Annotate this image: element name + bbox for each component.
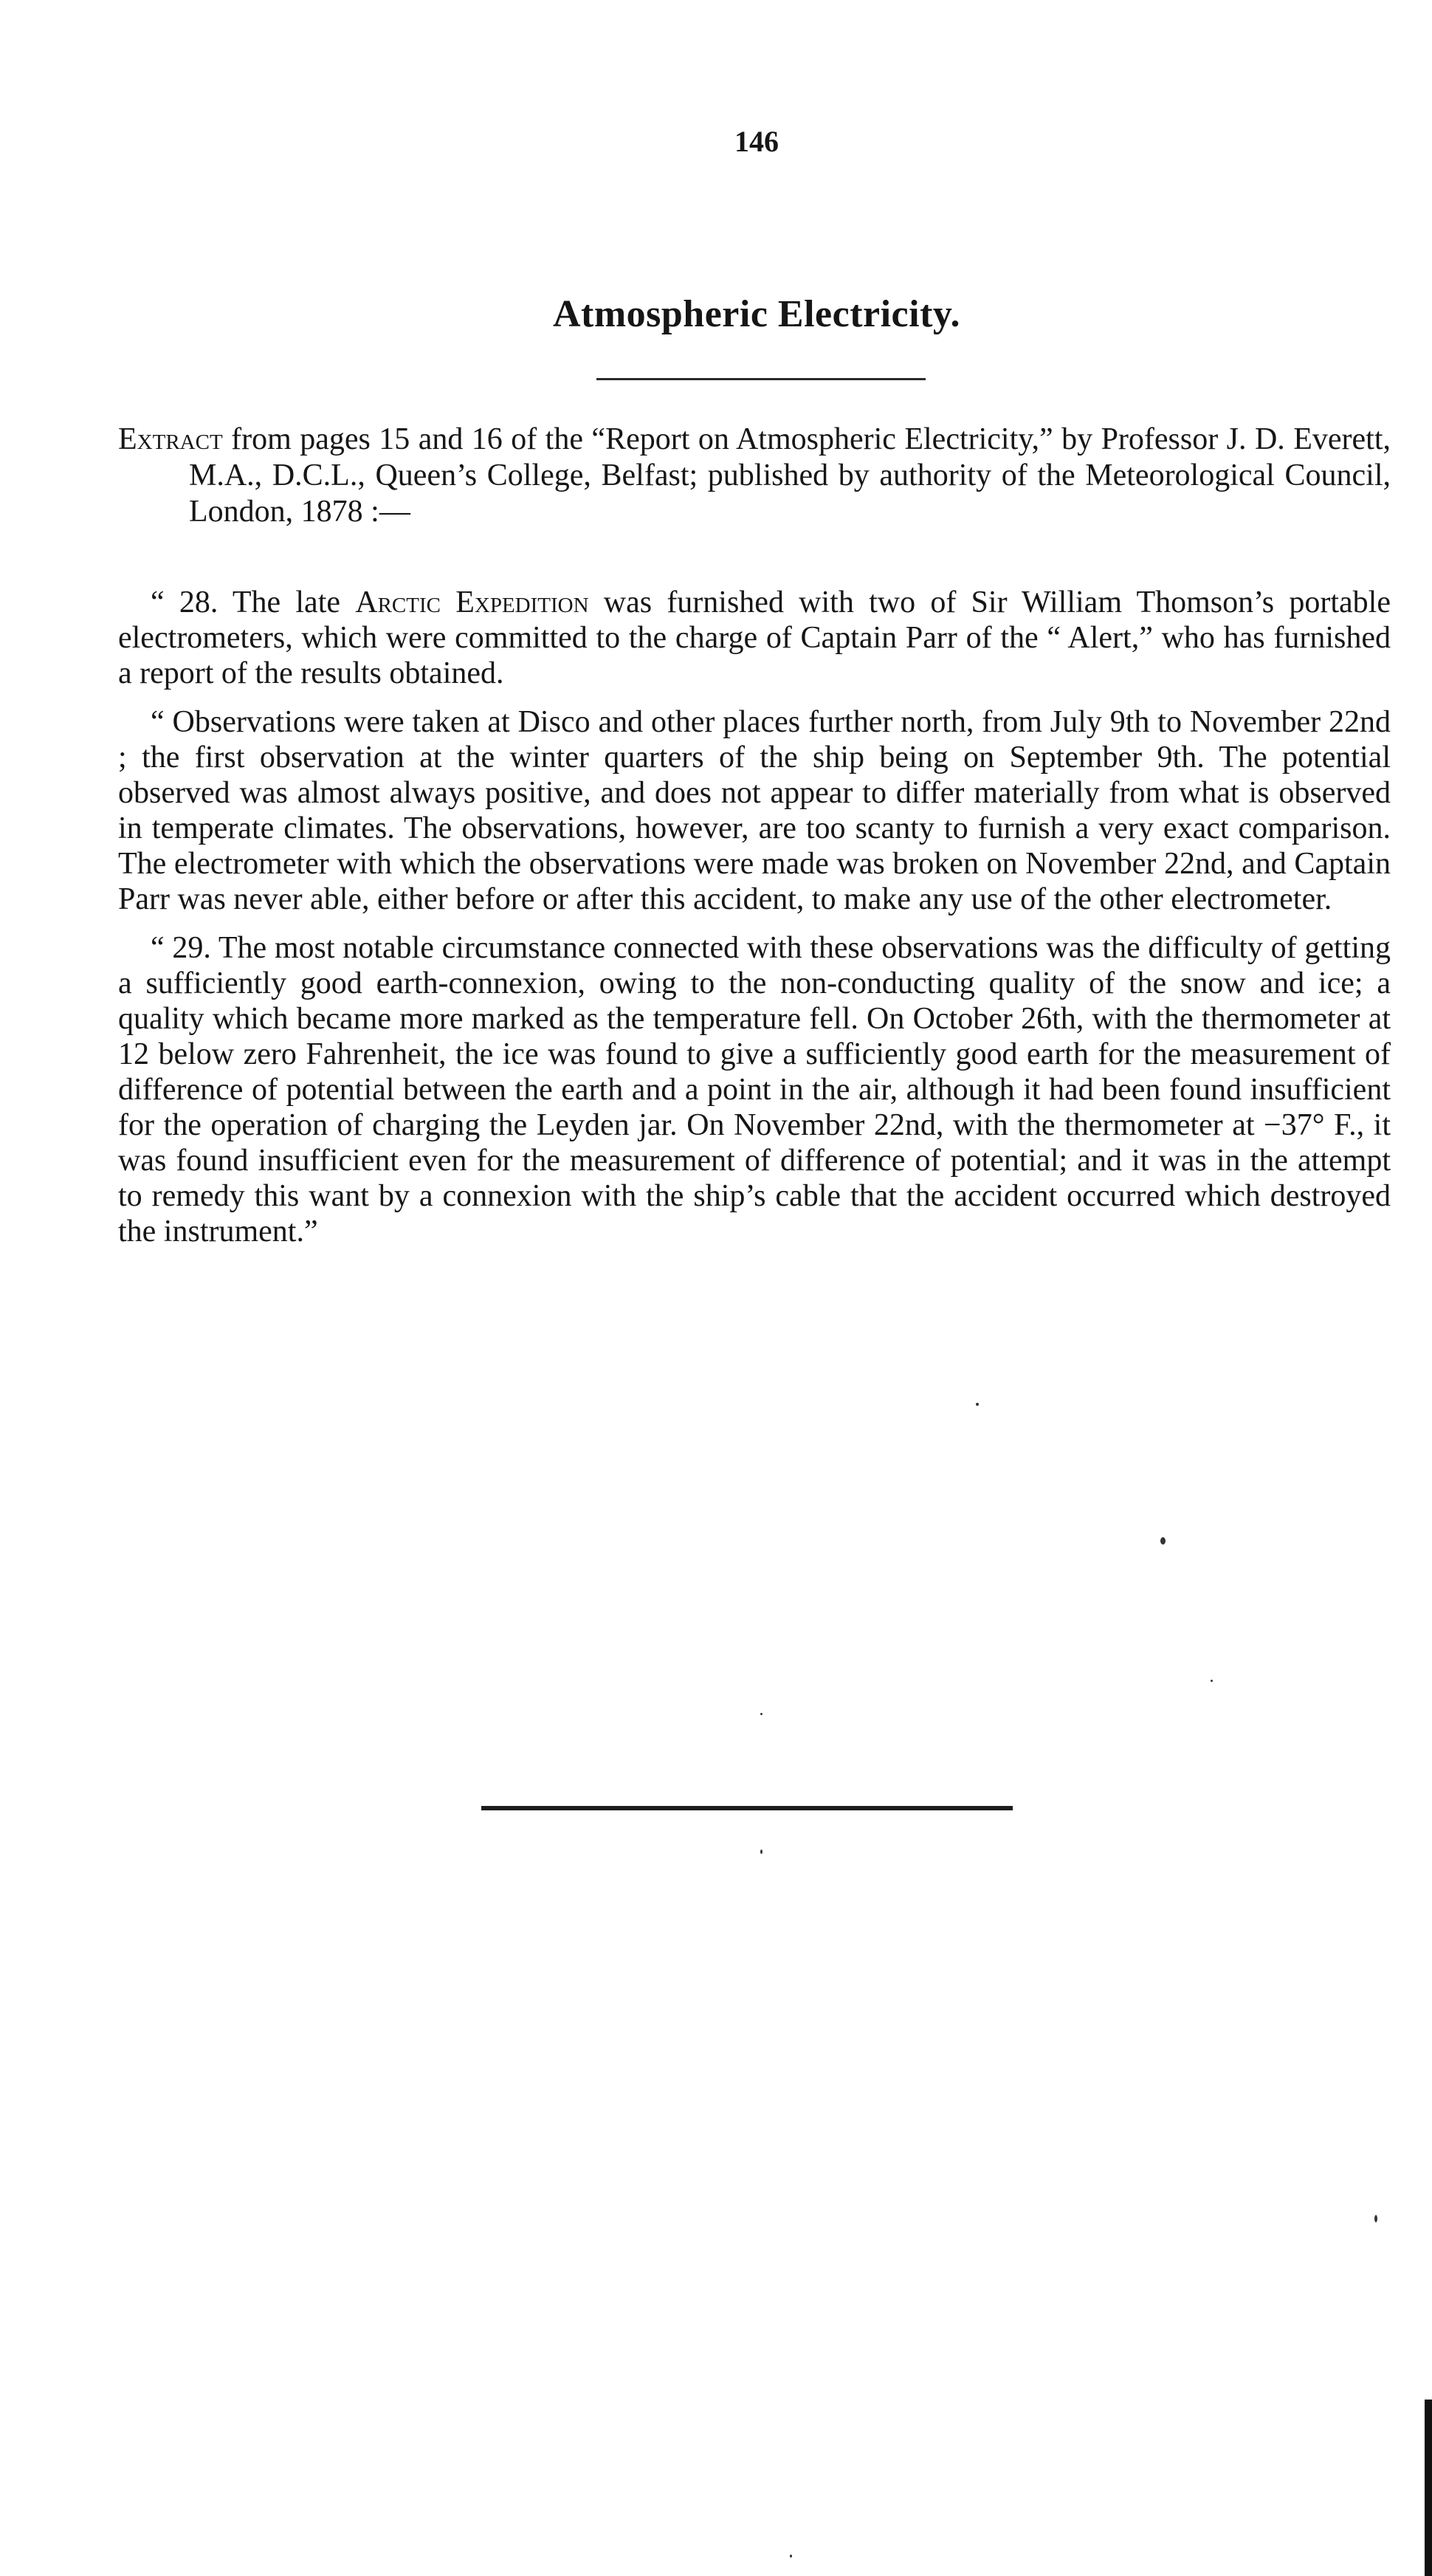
end-divider — [481, 1806, 1013, 1810]
paragraph-28-rest: was furnished with two of Sir William Thomson’s portable electrometers, which were committed to the charge of Captain Parr of the “ Alert,” who has furnished a report of the results obtained. — [118, 585, 1391, 690]
paragraph-28 — [118, 585, 1391, 691]
title-divider — [596, 378, 926, 380]
scan-speck — [976, 1403, 979, 1406]
scan-speck — [1374, 2215, 1377, 2222]
extract-lead: Extract — [118, 422, 223, 456]
scan-edge-mark — [1425, 2400, 1432, 2576]
paragraph-29: “ 29. The most notable circumstance connected with these observations was the difficulty of getting a sufficiently good earth-connexion, owing to the non-conducting quality of the snow and ice; a quality which became more marked as the temperature fell. On October 26th, with the thermometer at 12 below zero Fahrenheit, the ice was found to give a sufficiently good earth for the measurement of difference of potential between the earth and a point in the air, although it had been found insufficient for the operation of charging the Leyden jar. On November 22nd, with the thermometer at −37° F., it was found insufficient even for the measurement of difference of potential; and it was in the attempt to remedy this want by a connexion with the ship’s cable that the accident occurred which destroyed the instrument.” — [118, 931, 1391, 1248]
scan-speck — [790, 2555, 792, 2558]
arctic-expedition-label: Arctic Expedition — [355, 585, 589, 619]
extract-paragraph — [118, 422, 1391, 530]
paragraph-observations: “ Observations were taken at Disco and other places further north, from July 9th to November 22nd ; the first observation at the winter quarters of the ship being on September 9th. The potential observed was almost always positive, and does not appear to differ materially from what is observed in temperate climates. The observations, however, are too scanty to furnish a very exact comparison. The electrometer with which the observations were made was broken on November 22nd, and Captain Parr was never able, either before or after this accident, to make any use of the other electrometer. — [118, 705, 1391, 916]
page-title: Atmospheric Electricity. — [552, 293, 961, 335]
scan-speck — [1160, 1537, 1166, 1545]
paragraph-28-start: “ 28. The late — [151, 585, 356, 619]
scan-speck — [760, 1849, 763, 1854]
scan-speck — [760, 1713, 763, 1715]
body-text — [118, 585, 1391, 1263]
extract-text: from pages 15 and 16 of the “Report on Atmospheric Electricity,” by Professor J. D. Everett, M.A., D.C.L., Queen’s College, Belfast; published by authority of the Meteorological Council, London, 1878 :— — [189, 422, 1391, 529]
page-number: 146 — [734, 125, 779, 158]
scan-speck — [1211, 1680, 1213, 1682]
